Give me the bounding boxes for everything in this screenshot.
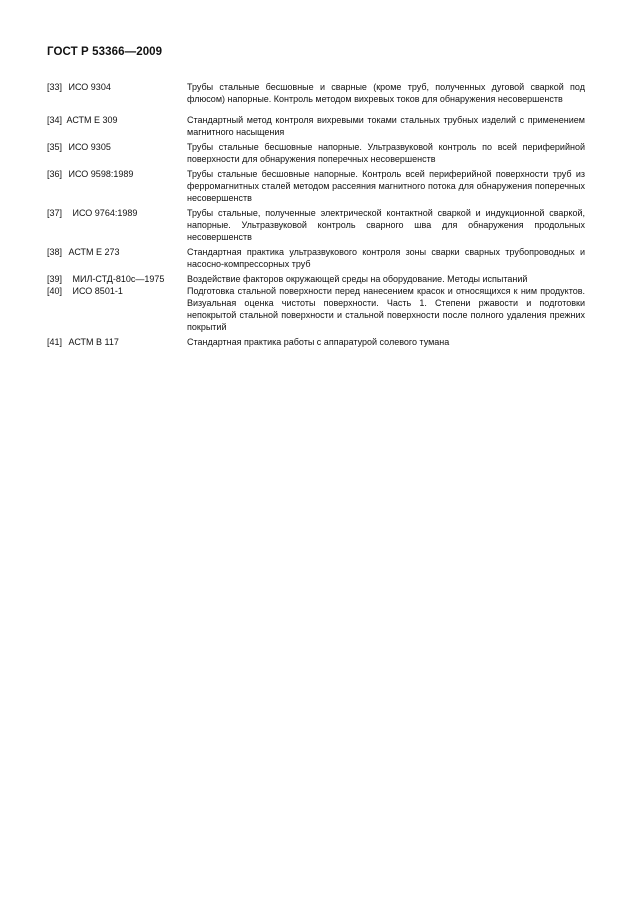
reference-description: Трубы стальные бесшовные напорные. Контроль всей периферийной поверхности труб из ферромагнитных сталей методом рассеяния магнитного потока для обнаружения поперечных несовершенств	[187, 169, 585, 203]
reference-number: [35]	[47, 142, 63, 152]
reference-item	[47, 246, 585, 270]
reference-item	[47, 81, 585, 105]
reference-description: Стандартный метод контроля вихревыми токами стальных трубных изделий с применением магнитного насыщения	[187, 115, 585, 137]
reference-list	[47, 81, 585, 348]
reference-item	[47, 285, 585, 333]
reference-item	[47, 336, 585, 348]
reference-code: МИЛ-СТД-810с—1975	[72, 274, 165, 284]
reference-item	[47, 273, 585, 285]
page-title: ГОСТ Р 53366—2009	[47, 46, 163, 58]
reference-description: Трубы стальные, полученные электрической контактной сваркой и индукционной сваркой, напорные. Ультразвуковой контроль сварного шва для обнаружения продольных несовершенств	[187, 208, 585, 242]
reference-description: Стандартная практика работы с аппаратурой солевого тумана	[187, 337, 450, 347]
reference-number: [34]	[47, 115, 63, 125]
reference-code: ИСО 9764:1989	[72, 208, 138, 218]
reference-description: Подготовка стальной поверхности перед нанесением красок и относящихся к ним продуктов. Визуальная оценка чистоты поверхности. Часть 1. Степени ржавости и подготовки непокрытой стальной поверхности и стальной поверхности после полного удаления прежних покрытий	[187, 286, 585, 332]
reference-code: ИСО 9598:1989	[68, 169, 134, 179]
reference-code: ИСО 8501-1	[72, 286, 123, 296]
reference-number: [36]	[47, 169, 63, 179]
reference-number: [33]	[47, 82, 63, 92]
reference-item	[47, 168, 585, 204]
reference-description: Стандартная практика ультразвукового контроля зоны сварки сварных трубопроводных и насосно-компрессорных труб	[187, 247, 585, 269]
reference-description: Воздействие факторов окружающей среды на оборудование. Методы испытаний	[187, 274, 528, 284]
reference-item	[47, 141, 585, 165]
reference-code: АСТМ Е 309	[66, 115, 118, 125]
reference-number: [37]	[47, 208, 63, 218]
reference-number: [39]	[47, 274, 63, 284]
reference-code: ИСО 9305	[68, 142, 111, 152]
reference-number: [41]	[47, 337, 63, 347]
reference-number: [40]	[47, 286, 63, 296]
reference-description: Трубы стальные бесшовные напорные. Ультразвуковой контроль по всей периферийной поверхности для обнаружения поперечных несовершенств	[187, 142, 585, 164]
reference-item	[47, 207, 585, 243]
reference-number: [38]	[47, 247, 63, 257]
reference-code: АСТМ В 117	[68, 337, 119, 347]
reference-item	[47, 114, 585, 138]
reference-code: ИСО 9304	[68, 82, 111, 92]
reference-description: Трубы стальные бесшовные и сварные (кроме труб, полученных дуговой сваркой под флюсом) напорные. Контроль методом вихревых токов для обнаружения несовершенств	[187, 82, 585, 104]
reference-code: АСТМ Е 273	[68, 247, 120, 257]
